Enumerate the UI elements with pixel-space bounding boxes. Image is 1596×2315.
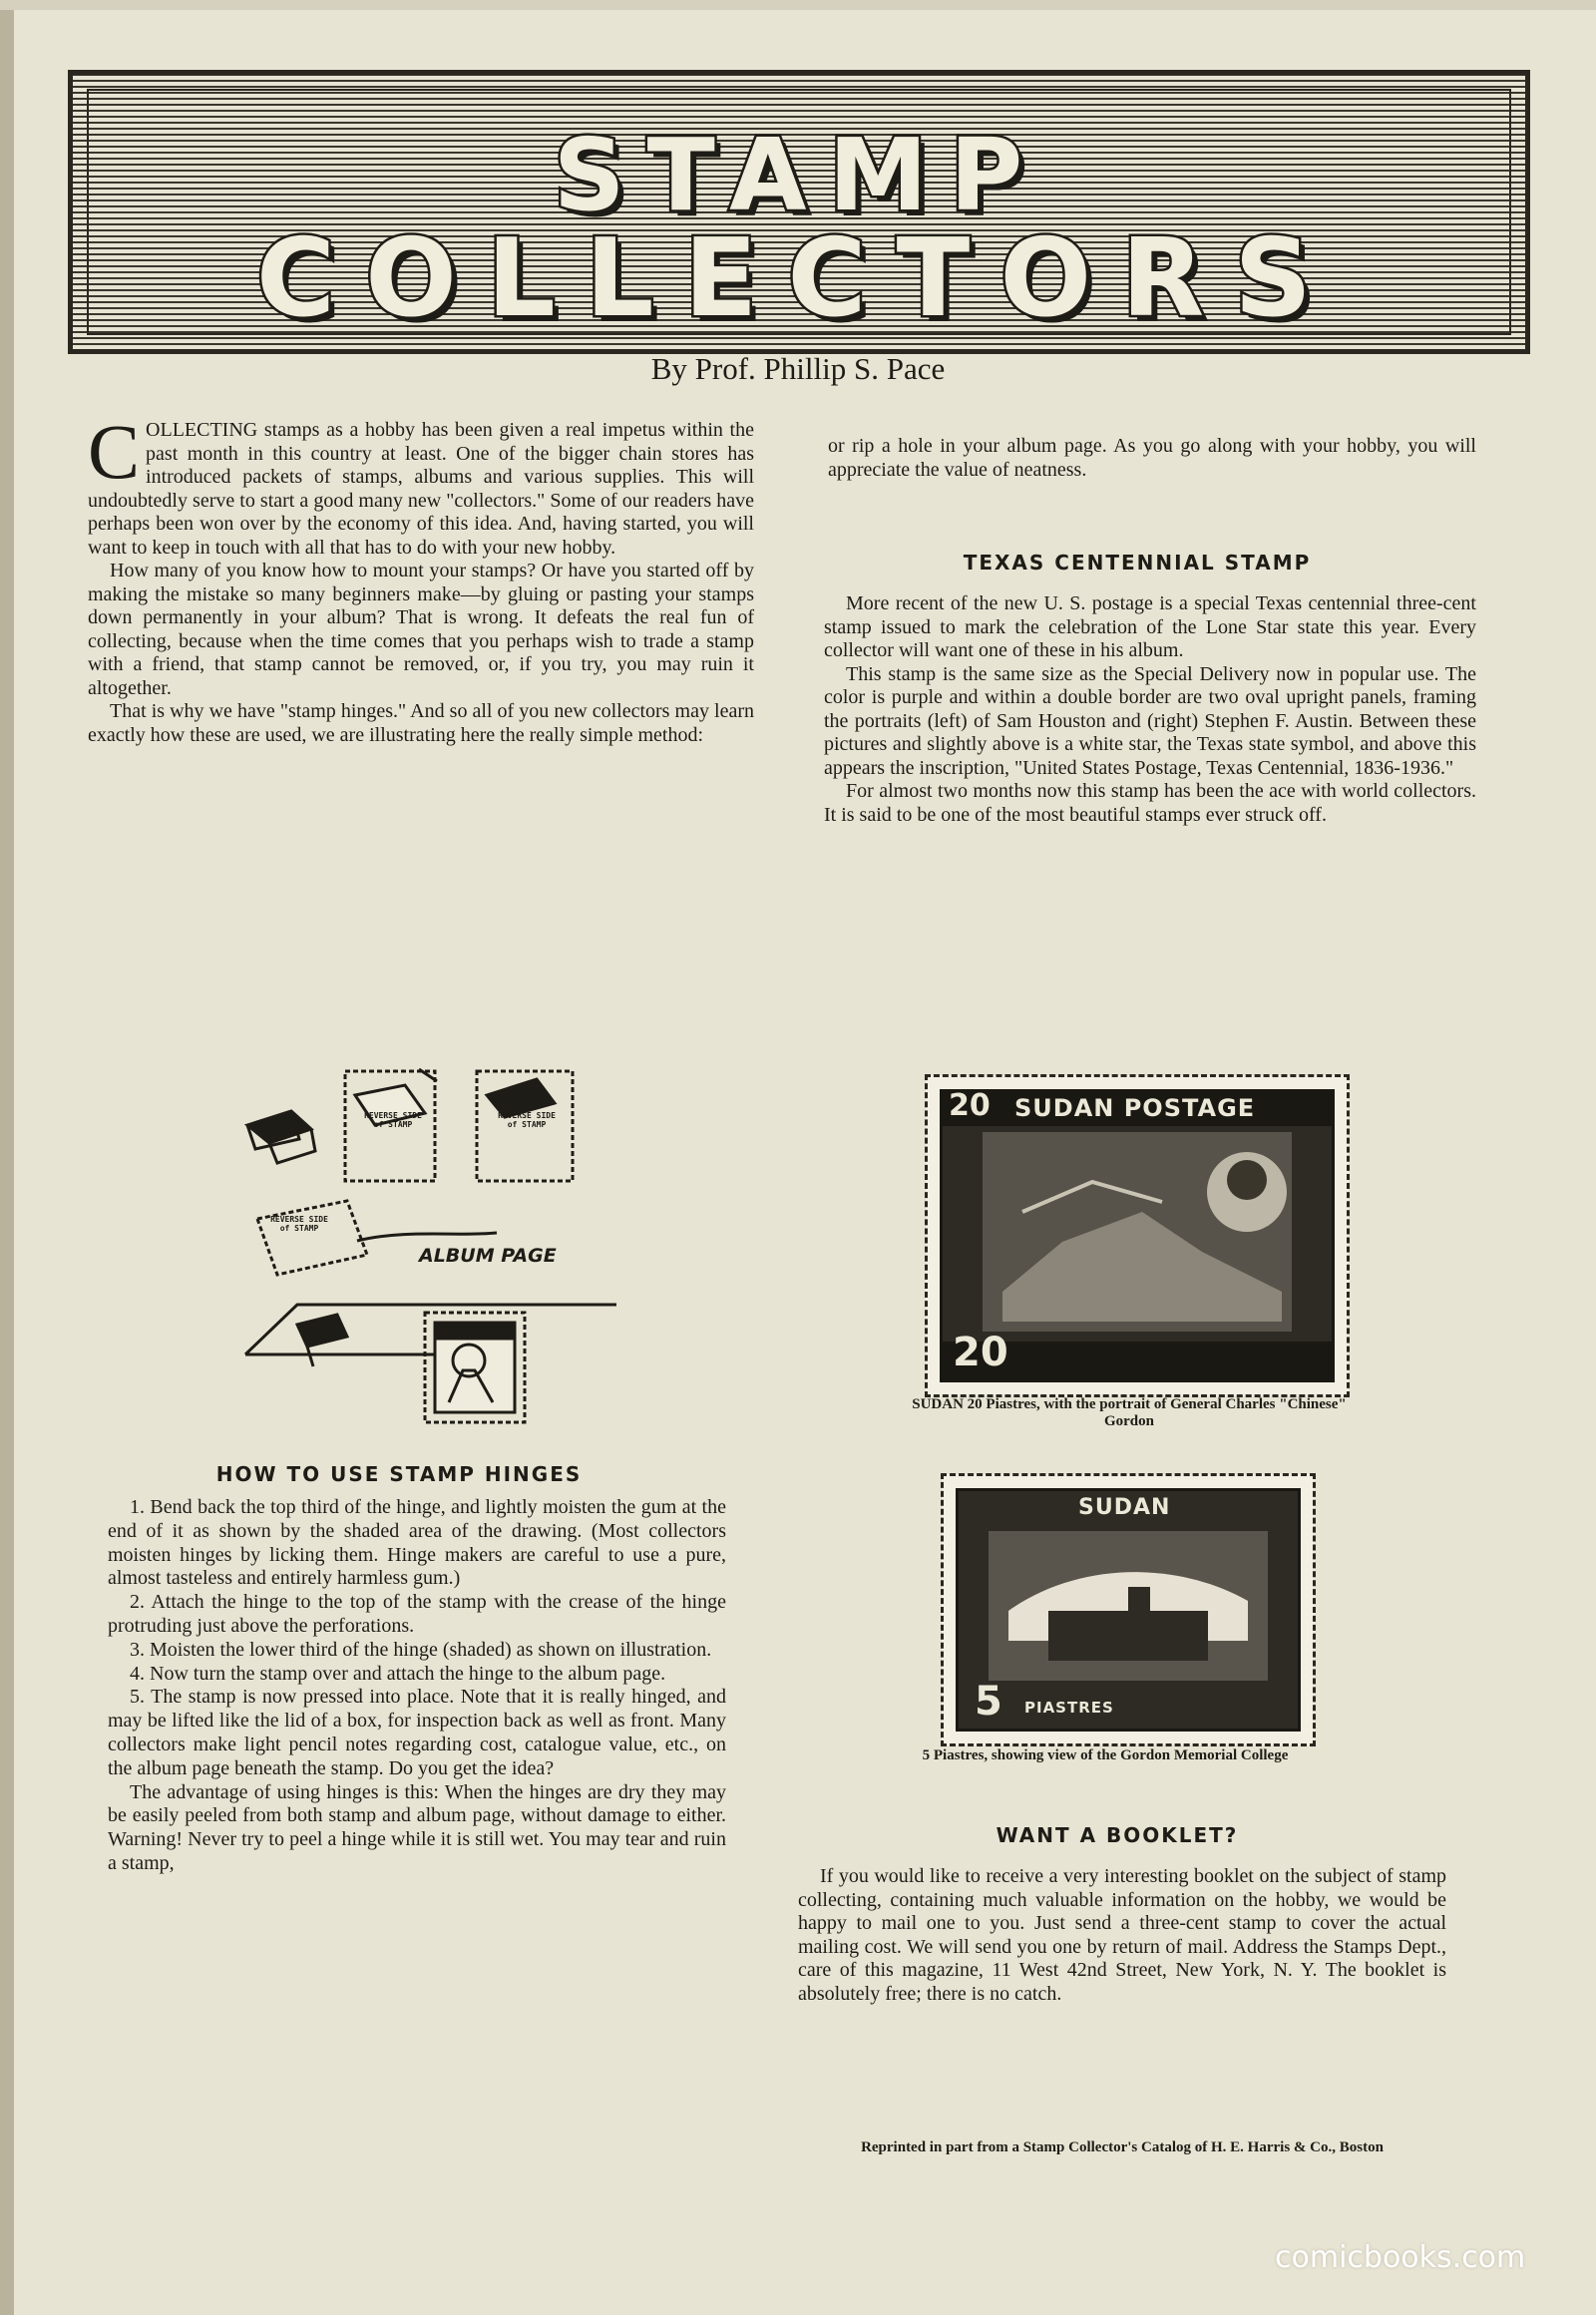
stamp-scene [959, 1491, 1298, 1729]
title-banner [68, 70, 1530, 354]
booklet-heading: WANT A BOOKLET? [996, 1823, 1239, 1847]
intro-text: OLLECTING stamps as a hobby has been given a real impetus within the past month in this country at least. One of the bigger chain stores has introduced packets of stamps, albums and various supplies. This will undoubtedly serve to start a good many new "collectors." Some of our readers have perhaps been won over by the economy of this idea. And, having started, you will want to keep in touch with all that has to do with your new hobby. [88, 419, 754, 559]
banner-title-line1: STAMP [553, 117, 1045, 233]
hinge-step-1: 1. Bend back the top third of the hinge, and lightly moisten the gum at the end of it as shown by the shaded area of the drawing. (Most collectors moisten hinges by licking them. Hinge makers are careful to use a pure, almost tasteless and entirely harmless gum.) [108, 1496, 726, 1590]
stamp-frame [956, 1488, 1301, 1732]
hinges-heading: HOW TO USE STAMP HINGES [215, 1462, 583, 1486]
continuation-column [828, 435, 1476, 482]
stamp-denomination-label: PIASTRES [1024, 1699, 1114, 1717]
byline: By Prof. Phillip S. Pace [650, 351, 946, 386]
hinge-step-3: 3. Moisten the lower third of the hinge (shaded) as shown on illustration. [130, 1638, 712, 1661]
hinge-illustration [237, 1051, 616, 1430]
texas-paragraph-1: More recent of the new U. S. postage is a special Texas centennial three-cent stamp issued to mark the celebration of the Lone Star state this year. Every collector will want one of these in his album. [824, 592, 1476, 661]
page-edge-top [0, 0, 1596, 10]
booklet-paragraph: If you would like to receive a very interesting booklet on the subject of stamp collecting, containing much valuable information on the hobby, we would be happy to mail one to you. Just send a three-cent stamp to cover the actual mailing cost. We will send you one by return of mail. Address the Stamps Dept., care of this magazine, 11 West 42nd Street, New York, N. Y. The booklet is absolutely free; there is no catch. [798, 1865, 1446, 2005]
mounting-paragraph: How many of you know how to mount your stamps? Or have you started off by making the mistake so many beginners make—by gluing or pasting your stamps down permanently in your album? That is wrong. It defeats the real fun of collecting, because when the time comes that you perhaps wish to trade a stamp with a friend, that stamp cannot be removed, or, if you try, you may ruin it altogether. [88, 560, 754, 699]
banner-title-line2: COLLECTORS [255, 216, 1343, 341]
texas-paragraph-3: For almost two months now this stamp has been the ace with world collectors. It is said to be one of the most beautiful stamps ever struck off. [824, 780, 1476, 826]
booklet-column [798, 1865, 1446, 2006]
stamp-value-bottom: 20 [953, 1330, 1008, 1375]
drop-cap: C [88, 408, 141, 495]
hinge-step-2: 2. Attach the hinge to the top of the stamp with the crease of the hinge protruding just above the perforations. [108, 1591, 726, 1637]
hinge-advantage-paragraph: The advantage of using hinges is this: When the hinges are dry they may be easily peeled from both stamp and album page, without damage to either. Warning! Never try to peel a hinge while it is still wet. You may tear and ruin a stamp, [108, 1780, 726, 1874]
continuation-paragraph: or rip a hole in your album page. As you go along with your hobby, you will appreciate the value of neatness. [828, 435, 1476, 481]
hinges-intro-paragraph: That is why we have "stamp hinges." And so all of you new collectors may learn exactly how these are used, we are illustrating here the really simple method: [88, 700, 754, 746]
hinge-step-5: 5. The stamp is now pressed into place. Note that it is really hinged, and may be lifted like the lid of a box, for inspection back as well as front. Many collectors make light pencil notes regarding cost, catalogue value, etc., on the album page beneath the stamp. Do you get the idea? [108, 1686, 726, 1779]
sudan-20-stamp-image [926, 1075, 1349, 1396]
hinges-column [108, 1496, 726, 1876]
texas-column [824, 592, 1476, 827]
intro-paragraph [88, 408, 754, 560]
stamp-value: 5 [975, 1679, 1002, 1725]
reverse-side-label: REVERSE SIDE of STAMP [364, 1111, 422, 1129]
reverse-side-label: REVERSE SIDE of STAMP [270, 1215, 328, 1233]
sudan-5-caption: 5 Piastres, showing view of the Gordon Memorial College [922, 1747, 1289, 1763]
site-watermark: comicbooks.com [1275, 2240, 1526, 2275]
stamp-value-top: 20 [949, 1088, 991, 1123]
album-page-label: ALBUM PAGE [419, 1245, 557, 1267]
reprint-credit: Reprinted in part from a Stamp Collector's Catalog of H. E. Harris & Co., Boston [861, 2139, 1384, 2155]
texas-paragraph-2: This stamp is the same size as the Special Delivery now in popular use. The color is purple and within a double border are two oval upright panels, framing the portraits (left) of Sam Houston and (right) Stephen F. Austin. Between these pictures and slightly above is a white star, the Texas state symbol, and above this appears the inscription, "United States Postage, Texas Centennial, 1836-1936." [824, 662, 1476, 779]
intro-column [88, 408, 754, 747]
texas-heading: TEXAS CENTENNIAL STAMP [963, 551, 1312, 575]
hinge-step-4: 4. Now turn the stamp over and attach the hinge to the album page. [130, 1662, 666, 1685]
stamp-country-label: SUDAN [1078, 1495, 1171, 1520]
stamp-country-label: SUDAN POSTAGE [1014, 1094, 1256, 1122]
sudan-20-caption: SUDAN 20 Piastres, with the portrait of General Charles "Chinese" Gordon [912, 1396, 1347, 1429]
page-edge [0, 0, 14, 2315]
sudan-5-stamp-image [942, 1474, 1315, 1745]
stamp-frame [940, 1089, 1335, 1382]
reverse-side-label: REVERSE SIDE of STAMP [498, 1111, 556, 1129]
